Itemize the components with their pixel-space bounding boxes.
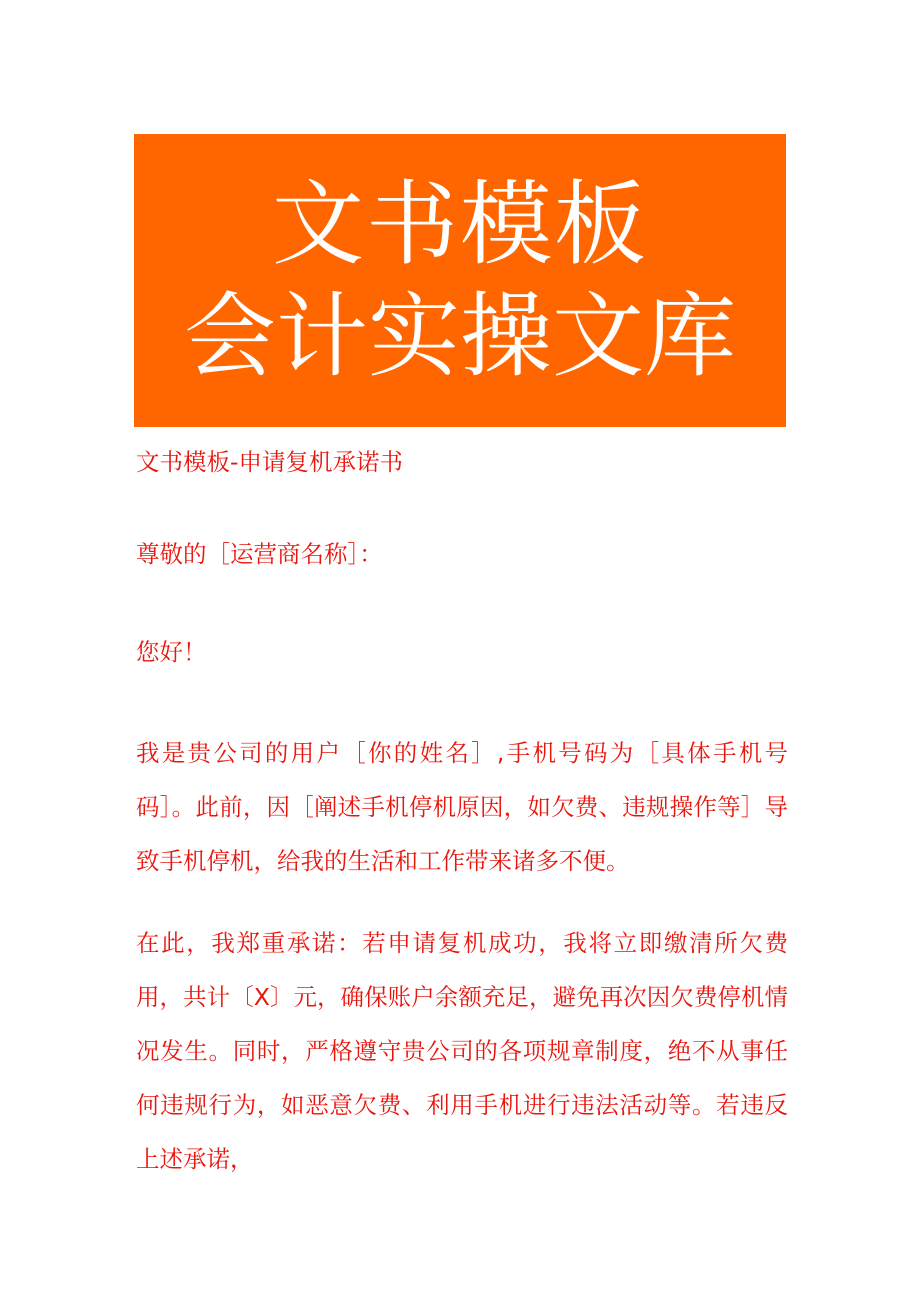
banner-title: 文书模板 (271, 170, 648, 278)
salutation: 尊敬的［运营商名称］： (136, 540, 383, 568)
document-title: 文书模板-申请复机承诺书 (136, 448, 403, 476)
paragraph: 在此，我郑重承诺：若申请复机成功，我将立即缴清所欠费用，共计〔X〕元，确保账户余额充足，避免再次因欠费停机情况发生。同时，严格遵守贵公司的各项规章制度，绝不从事任何违规行为，如恶意欠费、利用手机进行违法活动等。若违反上述承诺， (136, 929, 788, 1173)
document-body (136, 440, 788, 1173)
greeting: 您好！ (136, 638, 207, 666)
paragraph: 我是贵公司的用户［你的姓名］,手机号码为［具体手机号码］。此前，因［阐述手机停机原因，如欠费、违规操作等］导致手机停机，给我的生活和工作带来诸多不便。 (136, 739, 788, 875)
header-banner (134, 134, 786, 427)
banner-subtitle: 会计实操文库 (183, 282, 736, 390)
